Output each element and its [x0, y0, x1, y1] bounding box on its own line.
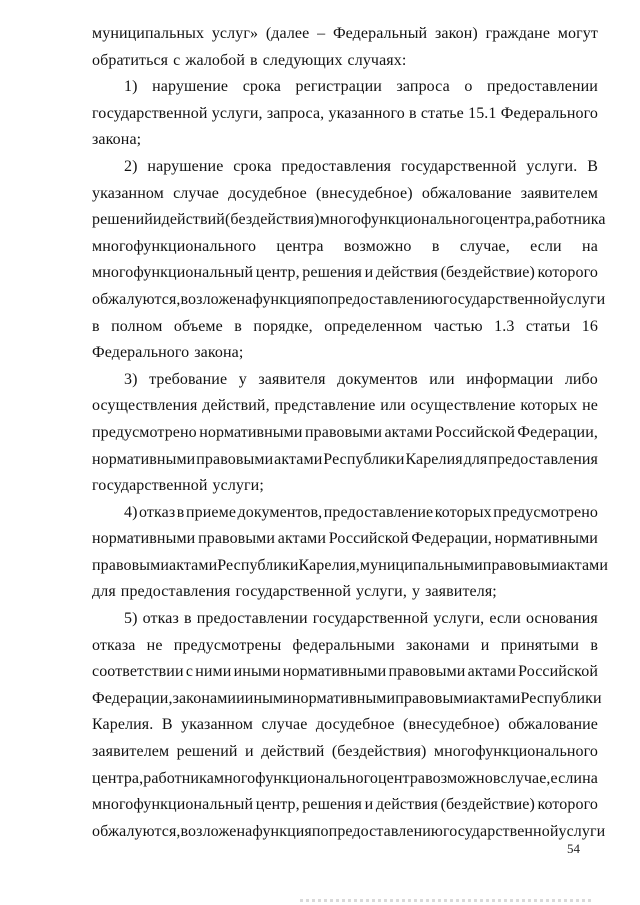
text-line: 4) отказ в приеме документов, предоставление которых предусмотрено: [124, 503, 598, 521]
text-line: 1) нарушение срока регистрации запроса о предоставлении: [124, 78, 598, 96]
scan-artifact-line: [300, 899, 592, 902]
text-line: Карелия. В указанном случае досудебное (внесудебное) обжалование: [92, 716, 598, 734]
text-line: для предоставления государственной услуги, у заявителя;: [92, 583, 497, 601]
text-line: предусмотрено нормативными правовыми актами Российской Федерации,: [92, 423, 598, 441]
text-line: обжалуются, возложена функция по предоставлению государственной услуги: [92, 290, 606, 308]
text-line: многофункционального центра возможно в случае, если на: [92, 237, 598, 255]
page-number: 54: [567, 841, 580, 856]
text-line: 5) отказ в предоставлении государственной услуги, если основания: [124, 610, 598, 628]
text-line: нормативными правовыми актами Республики Карелия для предоставления: [92, 450, 598, 468]
text-line: Федерации, законами и иными нормативными правовыми актами Республики: [92, 689, 602, 707]
text-line: муниципальных услуг» (далее – Федеральный закон) граждане могут: [92, 25, 598, 42]
text-line: государственной услуги, запроса, указанного в статье 15.1 Федерального: [92, 104, 598, 122]
text-line: осуществления действий, представление или осуществление которых не: [92, 397, 598, 415]
text-line: 2) нарушение срока предоставления государственной услуги. В: [124, 157, 598, 175]
text-line: государственной услуги;: [92, 477, 264, 495]
text-line: закона;: [92, 131, 142, 149]
text-line: обжалуются, возложена функция по предоставлению государственной услуги: [92, 822, 606, 840]
text-line: многофункциональный центр, решения и действия (бездействие) которого: [92, 264, 598, 282]
text-line: указанном случае досудебное (внесудебное) обжалование заявителем: [92, 184, 598, 202]
text-line: центра, работника многофункционального центра возможно в случае, если на: [92, 769, 598, 787]
text-line: отказа не предусмотрены федеральными законами и принятыми в: [92, 636, 598, 654]
text-line: решений и действий (бездействия) многофункционального центра, работника: [92, 211, 606, 229]
text-line: Федерального закона;: [92, 344, 244, 362]
text-line: обратиться с жалобой в следующих случаях:: [92, 51, 407, 69]
text-line: соответствии с ними иными нормативными правовыми актами Российской: [92, 663, 598, 681]
text-line: нормативными правовыми актами Российской Федерации, нормативными: [92, 530, 598, 548]
document-body: [92, 21, 609, 845]
text-line: заявителем решений и действий (бездействия) многофункционального: [92, 743, 598, 761]
text-line: 3) требование у заявителя документов или информации либо: [124, 370, 598, 388]
text-line: многофункциональный центр, решения и действия (бездействие) которого: [92, 796, 598, 814]
text-line: правовыми актами Республики Карелия, муниципальными правовыми актами: [92, 556, 609, 574]
text-line: в полном объеме в порядке, определенном частью 1.3 статьи 16: [92, 317, 598, 335]
